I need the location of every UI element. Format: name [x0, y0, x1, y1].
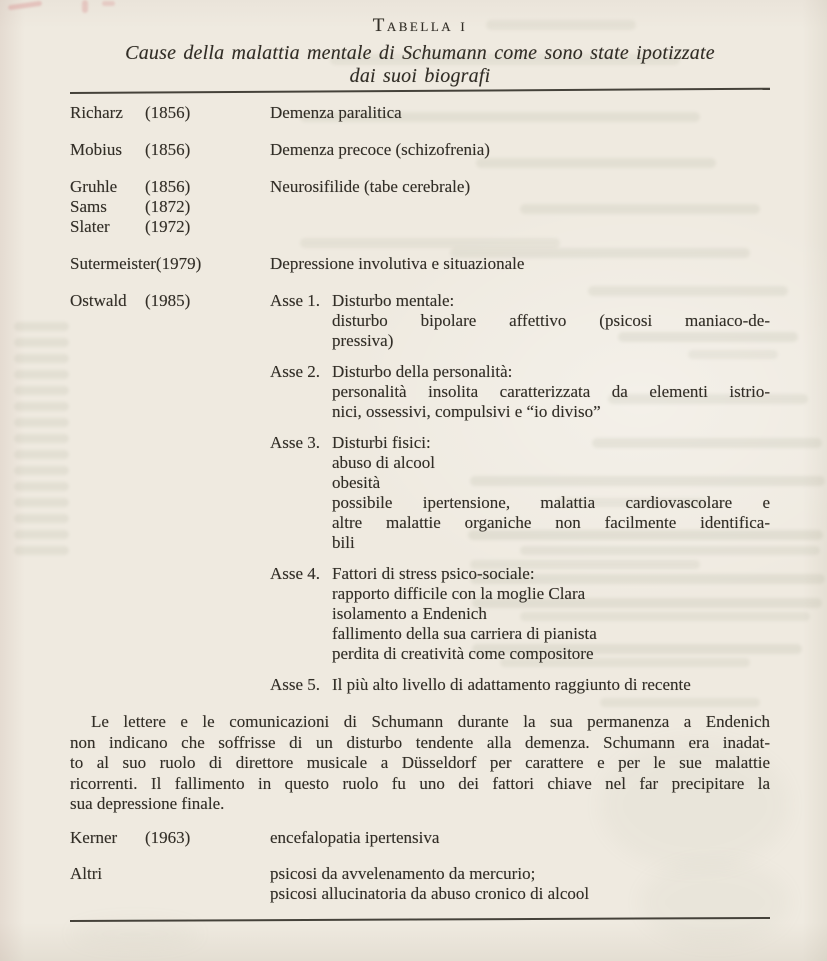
axis-line: obesità [332, 473, 381, 492]
paragraph-line: non indicano che soffrisse di un disturbo tendente alla demenza. Schumann era inadat- [70, 732, 770, 752]
subtitle-line: Cause della malattia mentale di Schumann come sono state ipotizzate [125, 42, 715, 64]
axes-list [270, 291, 770, 695]
author-name: Ostwald [70, 291, 127, 310]
paragraph-line: ricorrenti. Il fallimento in questo ruolo fu uno dei fattori chiave nel far precipitare la [70, 773, 770, 793]
diagnosis-text: Demenza precoce (schizofrenia) [270, 140, 490, 159]
publication-year: (1972) [145, 217, 191, 236]
publication-year: (1872) [145, 197, 191, 216]
table-subtitle [70, 42, 770, 88]
diagnosis-text: psicosi da avvelenamento da mercurio; [270, 863, 536, 883]
axis-line: Disturbo della personalità: [332, 362, 513, 381]
top-rule [70, 88, 770, 94]
axis-line: Il più alto livello di adattamento raggiunto di recente [332, 675, 691, 694]
axis-line: fallimento della sua carriera di pianista [332, 624, 597, 643]
additional-hypotheses [70, 828, 770, 904]
page-title [70, 15, 770, 37]
author-name: Kerner [70, 827, 118, 847]
diagnosis-text: Depressione involutiva e situazionale [270, 254, 525, 273]
paragraph-line: to al suo ruolo di direttore musicale a Düsseldorf per carattere e per le sue malattie [70, 753, 770, 772]
axis-label: Asse 5. [270, 675, 321, 694]
commentary-paragraph [70, 712, 770, 815]
axis-label: Asse 1. [270, 291, 321, 310]
table-row [70, 828, 770, 848]
diagnosis-text: psicosi allucinatoria da abuso cronico di alcool [270, 883, 590, 903]
axis-block [270, 362, 770, 422]
author-name: Gruhle [70, 177, 118, 196]
table-row [70, 177, 770, 237]
author-name: Sams [70, 197, 107, 216]
axis-label: Asse 4. [270, 564, 321, 583]
publication-year: (1856) [145, 140, 191, 159]
publication-year: (1856) [145, 103, 191, 122]
axis-line: perdita di creatività come compositore [332, 644, 594, 663]
axis-block [270, 291, 770, 351]
table-row [70, 103, 770, 123]
axis-block [270, 433, 770, 553]
author-name: Sutermeister [70, 254, 156, 273]
table-number-label: Tabella i [372, 15, 468, 36]
axis-label: Asse 3. [270, 433, 321, 452]
axis-block [270, 564, 770, 664]
author-name: Altri [70, 863, 103, 883]
axis-line: personalità insolita caratterizzata da elementi istrio- [332, 382, 770, 401]
axis-block [270, 675, 770, 695]
bleedthrough-artifact [70, 920, 200, 948]
publication-year: (1963) [145, 827, 191, 847]
subtitle-line: dai suoi biografi [349, 65, 491, 87]
publication-year: (1979) [155, 254, 202, 273]
axis-line: altre malattie organiche non facilmente identifica- [332, 513, 770, 532]
axis-line: possibile ipertensione, malattia cardiovascolare e [332, 493, 770, 512]
publication-year: (1856) [145, 177, 191, 196]
table-row [70, 291, 770, 695]
axis-line: isolamento a Endenich [332, 604, 487, 623]
axis-line: rapporto difficile con la moglie Clara [332, 584, 586, 603]
paragraph-line: sua depressione finale. [70, 794, 225, 813]
axis-line: bili [332, 533, 355, 552]
bottom-rule [70, 916, 770, 921]
table-row [70, 254, 770, 274]
axis-label: Asse 2. [270, 362, 321, 381]
axis-line: abuso di alcool [332, 453, 435, 472]
diagnosis-text: Demenza paralitica [270, 103, 402, 122]
publication-year: (1985) [145, 291, 191, 310]
paragraph-line: Le lettere e le comunicazioni di Schumann durante la sua permanenza a Endenich [91, 712, 770, 731]
table-row [70, 864, 770, 904]
diagnosis-text: Neurosifilide (tabe cerebrale) [270, 177, 471, 196]
axis-line: Disturbo mentale: [332, 291, 455, 310]
axis-line: pressiva) [332, 331, 394, 350]
axis-line: disturbo bipolare affettivo (psicosi maniaco-de- [332, 311, 770, 330]
axis-line: Disturbi fisici: [332, 433, 431, 452]
table-row [70, 140, 770, 160]
axis-line: Fattori di stress psico-sociale: [332, 564, 535, 583]
author-name: Slater [70, 217, 110, 236]
axis-line: nici, ossessivi, compulsivi e “io diviso” [332, 402, 601, 421]
hypotheses-table [70, 103, 770, 695]
author-name: Mobius [70, 140, 122, 159]
author-name: Richarz [70, 103, 123, 122]
diagnosis-text: encefalopatia ipertensiva [270, 827, 440, 847]
